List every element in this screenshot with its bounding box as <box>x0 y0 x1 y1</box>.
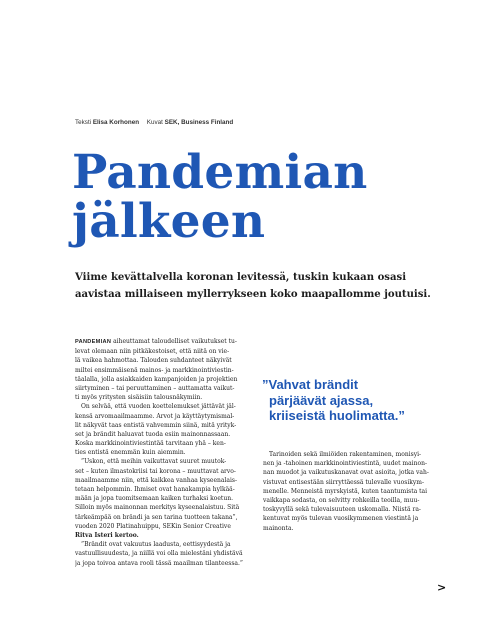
text-line: Koska markkinointiviestintää tarvitaan yhä – ken- <box>75 440 226 448</box>
text-line: siirtyminen – tai peruuttaminen – auttamatta vaikut- <box>75 384 235 392</box>
text-line: ja jopa toivoa antava rooli tässä maailman tilanteessa.” <box>75 559 243 567</box>
text-line: vistuvat entisestään siirryttäessä tulevalle vuosikym- <box>263 478 424 486</box>
article-title-line: jälkeen <box>72 194 266 249</box>
text-line: kentuvat myös tulevan vuosikymmenen viestintä ja <box>263 515 419 523</box>
pull-quote-line: pärjäävät ajassa, <box>269 392 374 408</box>
text-line: ”Uskon, että meihin vaikuttavat suuret muutok- <box>81 458 227 466</box>
paragraph <box>263 450 435 533</box>
text-line: lit näkyvät taas entistä vahvemmin siinä, mitä yrityk- <box>75 421 237 429</box>
text-line: täalalla, jolla asiakkaiden kampanjoiden ja projektien <box>75 375 238 383</box>
paragraph <box>75 337 247 402</box>
text-line: set ja brändit haluavat tuoda esiin mainonnassaan. <box>75 430 231 438</box>
text-line: tärkeämpää on brändi ja sen tarina tuotteen takana”, <box>75 513 238 521</box>
next-page-arrow-icon[interactable]: > <box>437 581 447 594</box>
pull-quote-line: kriiseistä huolimatta.” <box>269 408 405 423</box>
article-title-line: Pandemian <box>72 145 368 200</box>
paragraph <box>75 402 247 457</box>
text-line: Silloin myös mainonnan merkitys kyseenalaistuu. Sitä <box>75 504 240 512</box>
text-line: kensä arvomaailmaamme. Arvot ja käyttäytymismal- <box>75 412 235 420</box>
byline-text-label: Teksti <box>75 119 92 126</box>
text-line: tetaan helpommin. Ihmiset ovat hanakampia hylkää- <box>75 486 235 493</box>
text-line: ti myös yritysten sisäisiin talousnäkymiin. <box>75 394 203 402</box>
article-lead-line: aavistaa millaiseen myllerrykseen koko maapallomme joutuisi. <box>75 289 431 300</box>
byline-photo-credit: SEK, Business Finland <box>164 119 234 126</box>
text-line: mainonta. <box>263 524 294 532</box>
article-lead-line: Viime kevättalvella koronan levitessä, tuskin kukaan osasi <box>75 272 407 283</box>
text-line: ties entistä enemmän kuin aiemmin. <box>75 449 186 457</box>
paragraph <box>75 457 247 540</box>
text-line <box>75 531 247 540</box>
text-line: mään ja jopa tuomitsemaan kaiken turhaksi koetun. <box>75 495 233 503</box>
body-column-left <box>75 337 247 568</box>
text-line: maailmaamme niin, että kaikkea vanhaa kyseenalais- <box>75 476 237 484</box>
text-line: levat olemaan niin pitkäkestoiset, että niitä on vie- <box>75 348 230 356</box>
text-line: ”Brändit ovat vakuutus laadusta, eettisyydestä ja <box>81 541 231 549</box>
text-line: On selvää, että vuoden koettelemukset jättävät jäl- <box>81 403 236 411</box>
body-column-right <box>263 450 435 533</box>
article-lead <box>75 269 431 303</box>
paragraph <box>75 540 247 568</box>
text-line: nan muodot ja vaikutuskanavat ovat asioita, jotka vah- <box>263 469 429 477</box>
byline-author: Elisa Korhonen <box>92 119 140 126</box>
text-line: vastuullisuudesta, ja niillä voi olla mielestäni yhdistävä <box>75 550 243 558</box>
text-line: nen ja -tahoinen markkinointiviestintä, uudet mainon- <box>263 460 427 468</box>
text-line: miltei ensimmäisenä mainos- ja markkinointiviestin- <box>75 366 234 374</box>
text-line: vuoden 2020 Platinahuippu, SEKin Senior Creative <box>75 522 231 530</box>
text-line: vaikkapa sodasta, on selvitty rohkeilla teoilla, muu- <box>263 496 420 504</box>
pull-quote-line: ”Vahvat brändit <box>262 377 359 392</box>
article-title <box>72 145 368 249</box>
pull-quote <box>262 377 437 424</box>
text-line: menelle. Menneistä myrskyistä, kuten taantumista tai <box>263 487 428 495</box>
person-name: Ritva Isteri kertoo. <box>75 531 139 539</box>
lead-word: PANDEMIAN <box>75 339 112 345</box>
text-line: lä vaikea hahmottaa. Talouden suhdanteet näkyivät <box>75 357 232 365</box>
byline <box>75 119 375 126</box>
byline-photo-label: Kuvat <box>146 119 163 126</box>
text-line: PANDEMIAN aiheuttamat taloudelliset vaikutukset tu- <box>75 338 237 345</box>
text-line: set – kuten ilmastokriisi tai korona – muuttavat arvo- <box>75 467 236 475</box>
text-line: toskyvyllä sekä tulevaisuuteen uskomalla. Niistä ra- <box>263 506 421 514</box>
text-line: Tarinoiden sekä ilmiöiden rakentaminen, monisyi- <box>269 451 422 458</box>
